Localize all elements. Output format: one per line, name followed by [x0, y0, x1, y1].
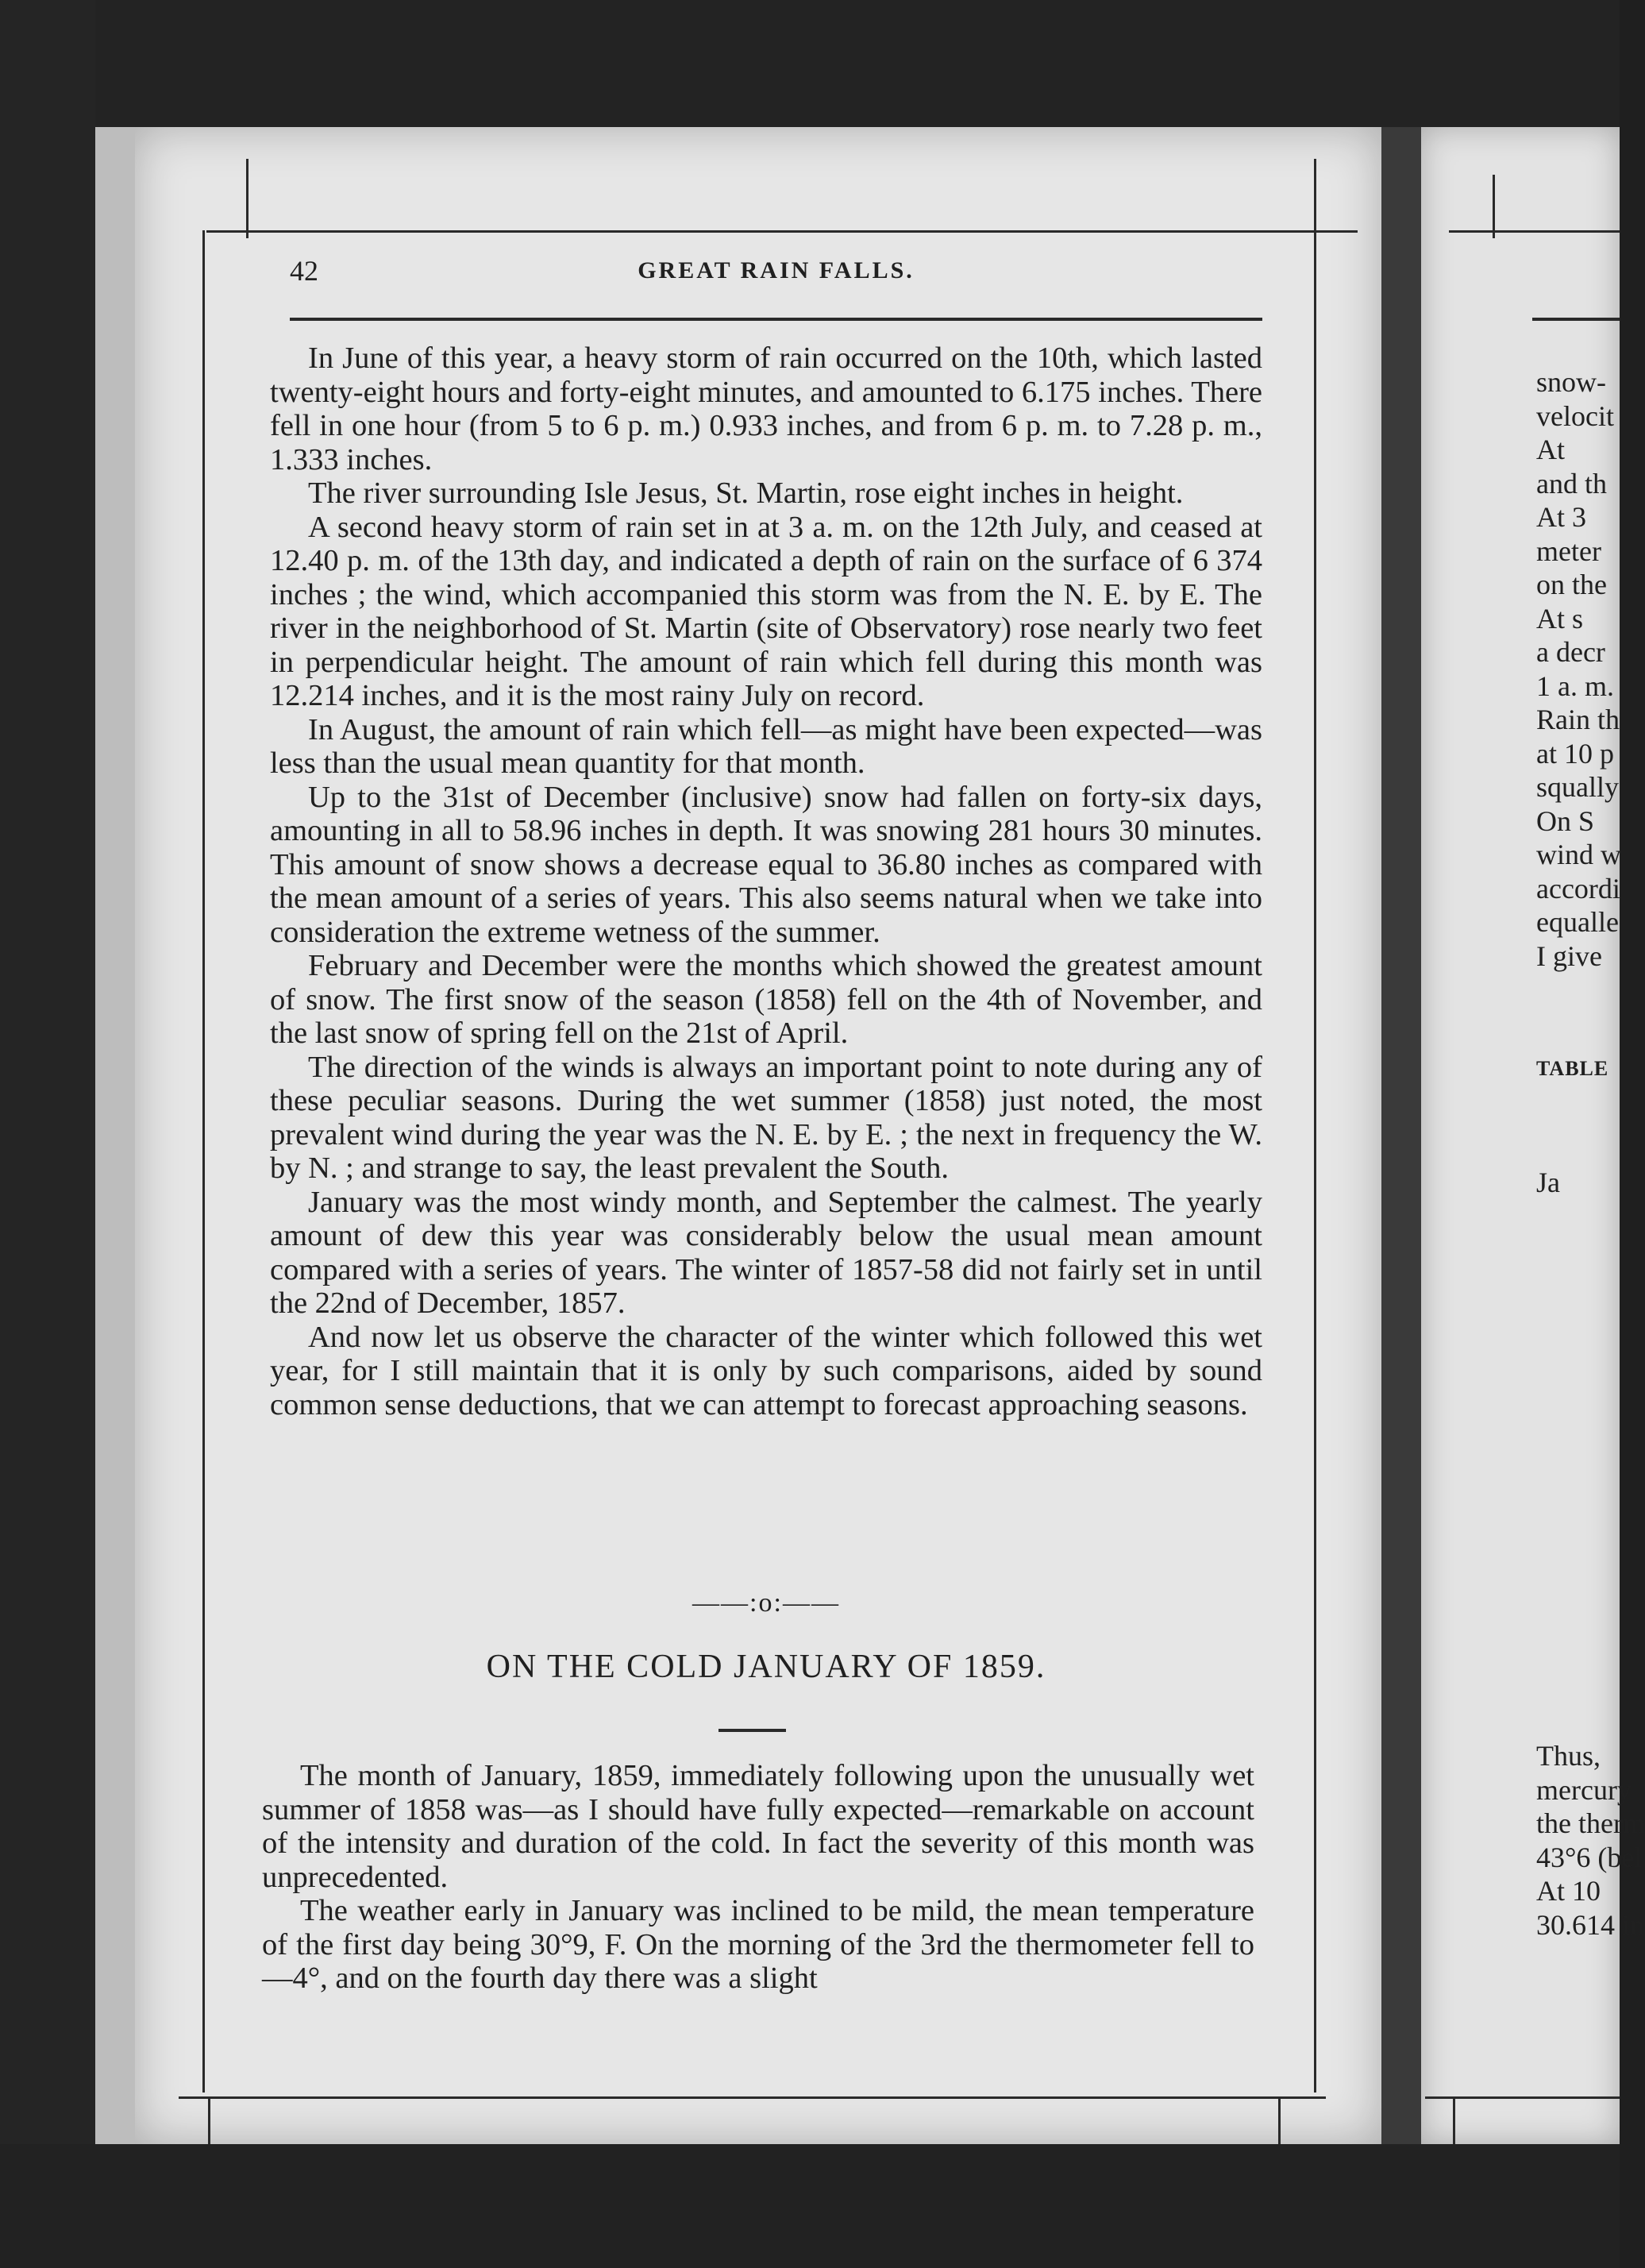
section-title-rule [718, 1729, 786, 1732]
paragraph: The direction of the winds is always an important point to note during any of these peculiar seasons. During the wet summer (1858) just noted, the most prevalent wind during the year was the N. E. by E. ; the next in frequency the W. by N. ; and strange to say, the least prevalent the South. [270, 1050, 1262, 1185]
running-head [290, 254, 1262, 294]
paragraph: A second heavy storm of rain set in at 3 a. m. on the 12th July, and ceased at 12.40 p. m. of the 13th day, and indicated a depth of rain on the surface of 6 374 inches ; the wind, which accompanied this storm was from the N. E. by E. The river in the neighborhood of St. Martin (site of Observatory) rose nearly two feet in perpendicular height. The amount of rain which fell during this month was 12.214 inches, and it is the most rainy July on record. [270, 510, 1262, 712]
running-title: GREAT RAIN FALLS. [638, 257, 915, 284]
scan-background-bottom [0, 2144, 1620, 2268]
header-rule [290, 318, 1262, 321]
right-page-line: at 10 p [1536, 737, 1614, 770]
scan-background-top [0, 0, 1620, 127]
page-edge [95, 127, 135, 2144]
right-page-line: 1 a. m. [1536, 669, 1614, 702]
right-page-line: On S [1536, 804, 1595, 837]
frame-tick [1453, 2096, 1455, 2144]
frame-tick [1278, 2096, 1281, 2144]
right-page-line: At 10 [1536, 1875, 1601, 1907]
paragraph: The weather early in January was inclined to be mild, the mean temperature of the first day being 30°9, F. On the morning of the 3rd the thermometer fell to —4°, and on the fourth day there was a slight [262, 1894, 1254, 1995]
right-page-line: a decr [1536, 636, 1605, 668]
right-page-line: Thus, [1536, 1740, 1601, 1772]
right-page-line: and th [1536, 467, 1607, 499]
right-page-header-rule [1532, 318, 1620, 321]
right-page-text [1536, 365, 1645, 1942]
frame-tick [1493, 175, 1495, 238]
right-page-line: velocit [1536, 399, 1614, 432]
paragraph: And now let us observe the character of the winter which followed this wet year, for I still maintain that it is only by such comparisons, aided by sound common sense deductions, that we can attempt to forecast approaching seasons. [270, 1320, 1262, 1421]
right-page-line: accordi [1536, 872, 1620, 904]
page-number: 42 [290, 255, 318, 287]
right-page-line: the therm [1536, 1807, 1645, 1839]
right-page-rule-top [1449, 230, 1620, 233]
right-page-line: mercury [1536, 1773, 1632, 1806]
right-page-line: on the [1536, 569, 1607, 600]
frame-rule-bottom [179, 2096, 1326, 2099]
section-text [262, 1759, 1254, 1996]
frame-rule-right [1314, 230, 1316, 2092]
right-page-line: wind w [1536, 839, 1621, 870]
paragraph: Up to the 31st of December (inclusive) snow had fallen on forty-six days, amounting in all to 58.96 inches in depth. It was snowing 281 hours 30 minutes. This amount of snow shows a decrease equal to 36.80 inches as compared with the mean amount of a series of years. This also seems natural when we take into consideration the extreme wetness of the summer. [270, 780, 1262, 949]
right-page-line: At s [1536, 602, 1584, 634]
right-page-line: 43°6 (bel [1536, 1841, 1643, 1873]
scan-background-left [0, 0, 95, 2268]
frame-tick [208, 2096, 210, 2144]
right-page-line: meter [1536, 534, 1601, 567]
section-ornament: ——:o:—— [692, 1588, 840, 1618]
right-page-table-label: TABLE [1536, 1057, 1609, 1080]
paragraph: The river surrounding Isle Jesus, St. Martin, rose eight inches in height. [308, 476, 1184, 510]
paragraph: The month of January, 1859, immediately following upon the unusually wet summer of 1858 was—as I should have fully expected—remarkable on account of the intensity and duration of the cold. In fact the severity of this month was unprecedented. [262, 1759, 1254, 1894]
frame-tick [246, 159, 248, 238]
right-page-line: 30.614 in [1536, 1908, 1645, 1941]
right-page-line: Rain th [1536, 704, 1620, 735]
right-page-line: squally [1536, 771, 1619, 803]
right-page-line: Ja [1536, 1166, 1560, 1198]
frame-rule-top [206, 230, 1358, 233]
paragraph: February and December were the months which showed the greatest amount of snow. The first snow of the season (1858) fell on the 4th of November, and the last snow of spring fell on the 21st of April. [270, 949, 1262, 1050]
section-title: ON THE COLD JANUARY OF 1859. [486, 1649, 1046, 1685]
frame-rule-left [202, 230, 205, 2092]
right-page-line: At [1536, 434, 1565, 465]
paragraph: January was the most windy month, and September the calmest. The yearly amount of dew this year was considerably below the usual mean amount compared with a series of years. The winter of 1857-58 did not fairly set in until the 22nd of December, 1857. [270, 1185, 1262, 1320]
frame-tick [1314, 159, 1316, 238]
paragraph: In June of this year, a heavy storm of rain occurred on the 10th, which lasted twenty-eight hours and forty-eight minutes, and amounted to 6.175 inches. There fell in one hour (from 5 to 6 p. m.) 0.933 inches, and from 6 p. m. to 7.28 p. m., 1.333 inches. [270, 341, 1262, 476]
paragraph: In August, the amount of rain which fell—as might have been expected—was less than the usual mean quantity for that month. [270, 712, 1262, 780]
right-page-line: snow- [1536, 366, 1606, 398]
body-text [270, 341, 1262, 1421]
book-gutter [1381, 127, 1421, 2144]
right-page-line: At 3 [1536, 501, 1586, 533]
right-page-line: equalle [1536, 906, 1619, 938]
right-page-line: I give [1536, 939, 1602, 972]
